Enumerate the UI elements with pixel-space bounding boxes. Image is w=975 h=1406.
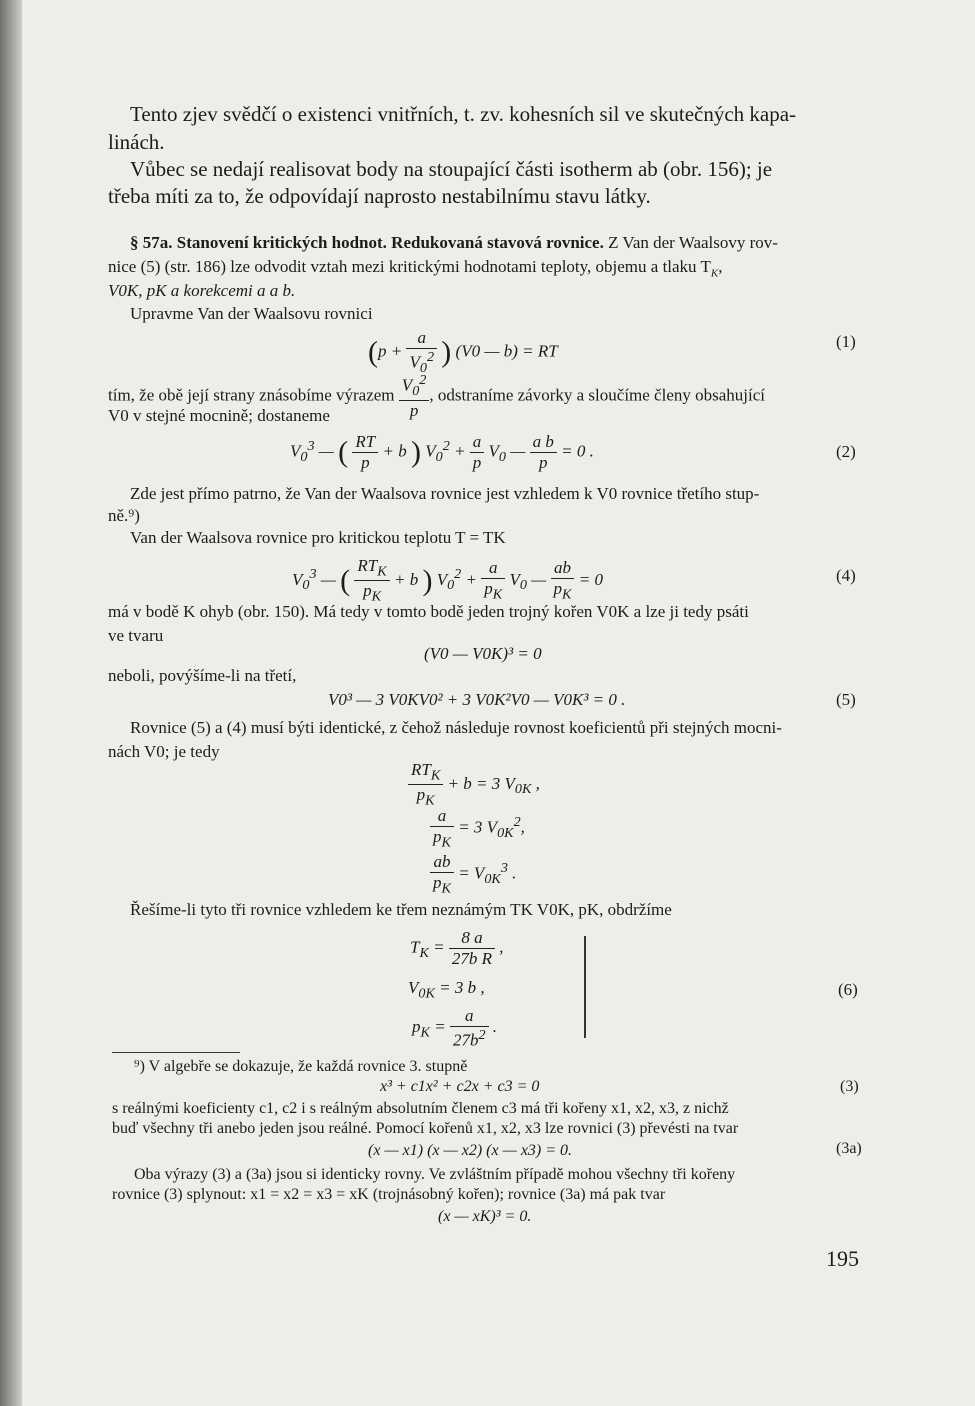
equation-1: (p + $\frac{a}{V_0^2}$ ) (V0 — b) = RT [368, 328, 558, 377]
section-line4: Upravme Van der Waalsovu rovnici [130, 304, 373, 323]
equation-1-number: (1) [836, 332, 856, 351]
para-van: Van der Waalsova rovnice pro kritickou teplotu T = TK [130, 528, 506, 547]
para-rovnice-line2: nách V0; je tedy [108, 742, 220, 761]
footnote-eq3a: (x — x1) (x — x2) (x — x3) = 0. [368, 1142, 573, 1159]
para1-line1: Tento zjev svědčí o existenci vnitřních, t. zv. kohesních sil ve skutečných kapa- [130, 102, 797, 126]
eq6-tk: $T_K$ = $\frac{8 a}{\text{27b R}}$ , [410, 928, 504, 968]
equation-5-number: (5) [836, 690, 856, 709]
equation-5: V0³ — 3 V0KV0² + 3 V0K²V0 — V0K³ = 0 . [328, 690, 626, 709]
section-line3: V0K, pK a korekcemi a a b. [108, 281, 296, 300]
eq6-v0k: $V_{0K} = 3$ b , [408, 978, 485, 1002]
equation-4: $V_0^3$ — ( $\frac{RT_K}{p_K}$ + b ) $V_0^2$ + $\frac{a}{p_K}$ $V_0$ — $\frac{ab}{p_K}$ = 0 [292, 556, 603, 605]
footnote-eq-last: (x — xK)³ = 0. [438, 1208, 532, 1225]
para-neboli: neboli, povýšíme-li na třetí, [108, 666, 297, 685]
para-ma-line2: ve tvaru [108, 626, 164, 645]
footnote-eq3: x³ + c1x² + c2x + c3 = 0 [380, 1078, 540, 1095]
page-edge-shadow [0, 0, 22, 1406]
equation-4-number: (4) [836, 566, 856, 585]
section-heading: § 57a. Stanovení kritických hodnot. Redukovaná stavová rovnice. [130, 233, 604, 252]
system-eq-2: $\frac{a}{p_K}$ = 3 $V_{0K}^2$, [430, 806, 525, 851]
section-line1-rest: Z Van der Waalsovy rov- [608, 233, 778, 252]
para-multiply-line2: V0 v stejné mocnině; dostaneme [108, 406, 330, 425]
section-line2: nice (5) (str. 186) lze odvodit vztah mezi kritickými hodnotami teploty, objemu a tlaku $T_K$, [108, 257, 723, 280]
footnote-line5: rovnice (3) splynout: x1 = x2 = x3 = xK (trojnásobný kořen); rovnice (3a) má pak tvar [112, 1186, 666, 1203]
para2-line2: třeba míti za to, že odpovídají naprosto nestabilnímu stavu látky. [108, 184, 651, 208]
footnote-eq3-number: (3) [840, 1078, 859, 1095]
system-brace [576, 936, 586, 1038]
footnote-line1: ⁹) V algebře se dokazuje, že každá rovnice 3. stupně [134, 1058, 468, 1075]
equation-cube: (V0 — V0K)³ = 0 [424, 644, 542, 663]
para-resime: Řešíme-li tyto tři rovnice vzhledem ke třem neznámým TK V0K, pK, obdržíme [130, 900, 672, 919]
para-rovnice-line1: Rovnice (5) a (4) musí býti identické, z čehož následuje rovnost koeficientů při stejných mocni- [130, 718, 782, 737]
system-eq-1: $\frac{RT_K}{p_K}$ + b = 3 $V_{0K}$ , [408, 760, 540, 810]
eq6-pk: $p_K$ = $\frac{a}{27b^2}$ . [412, 1006, 498, 1050]
para-zde-line2: ně.⁹) [108, 506, 140, 525]
para-multiply-line1: tím, že obě její strany znásobíme výrazem $\frac{V_0^2}{p}$ , odstraníme závorky a sloučíme členy obsahující [108, 372, 765, 421]
para-zde-line1: Zde jest přímo patrno, že Van der Waalsova rovnice jest vzhledem k V0 rovnice třetího stup- [130, 484, 760, 503]
footnote-eq3a-number: (3a) [836, 1140, 862, 1157]
footnote-line3: buď všechny tři anebo jeden jsou reálné. Pomocí kořenů x1, x2, x3 lze rovnici (3) převésti na tvar [112, 1120, 739, 1137]
footnote-line4: Oba výrazy (3) a (3a) jsou si identicky rovny. Ve zvláštním případě mohou všechny tři kořeny [134, 1166, 736, 1183]
para-ma-line1: má v bodě K ohyb (obr. 150). Má tedy v tomto bodě jeden trojný kořen V0K a lze ji tedy psáti [108, 602, 749, 621]
equation-2-number: (2) [836, 442, 856, 461]
equation-6-number: (6) [838, 980, 858, 999]
footnote-line2: s reálnými koeficienty c1, c2 i s reálným absolutním členem c3 má tři kořeny x1, x2, x3, z nichž [112, 1100, 729, 1117]
page-number: 195 [826, 1246, 859, 1271]
para1-line2: linách. [108, 130, 165, 154]
section-heading-line [130, 233, 778, 253]
equation-2: $V_0^3$ — ( $\frac{RT}{p}$ + b ) $V_0^2$ + $\frac{a}{p}$ $V_0$ — $\frac{\text{a b}}{p}$ = 0 . [290, 432, 594, 472]
system-eq-3: $\frac{ab}{p_K}$ = $V_{0K}^3$ . [430, 852, 516, 897]
para2-line1: Vůbec se nedají realisovat body na stoupající části isotherm ab (obr. 156); je [130, 157, 773, 181]
footnote-rule [112, 1052, 240, 1053]
